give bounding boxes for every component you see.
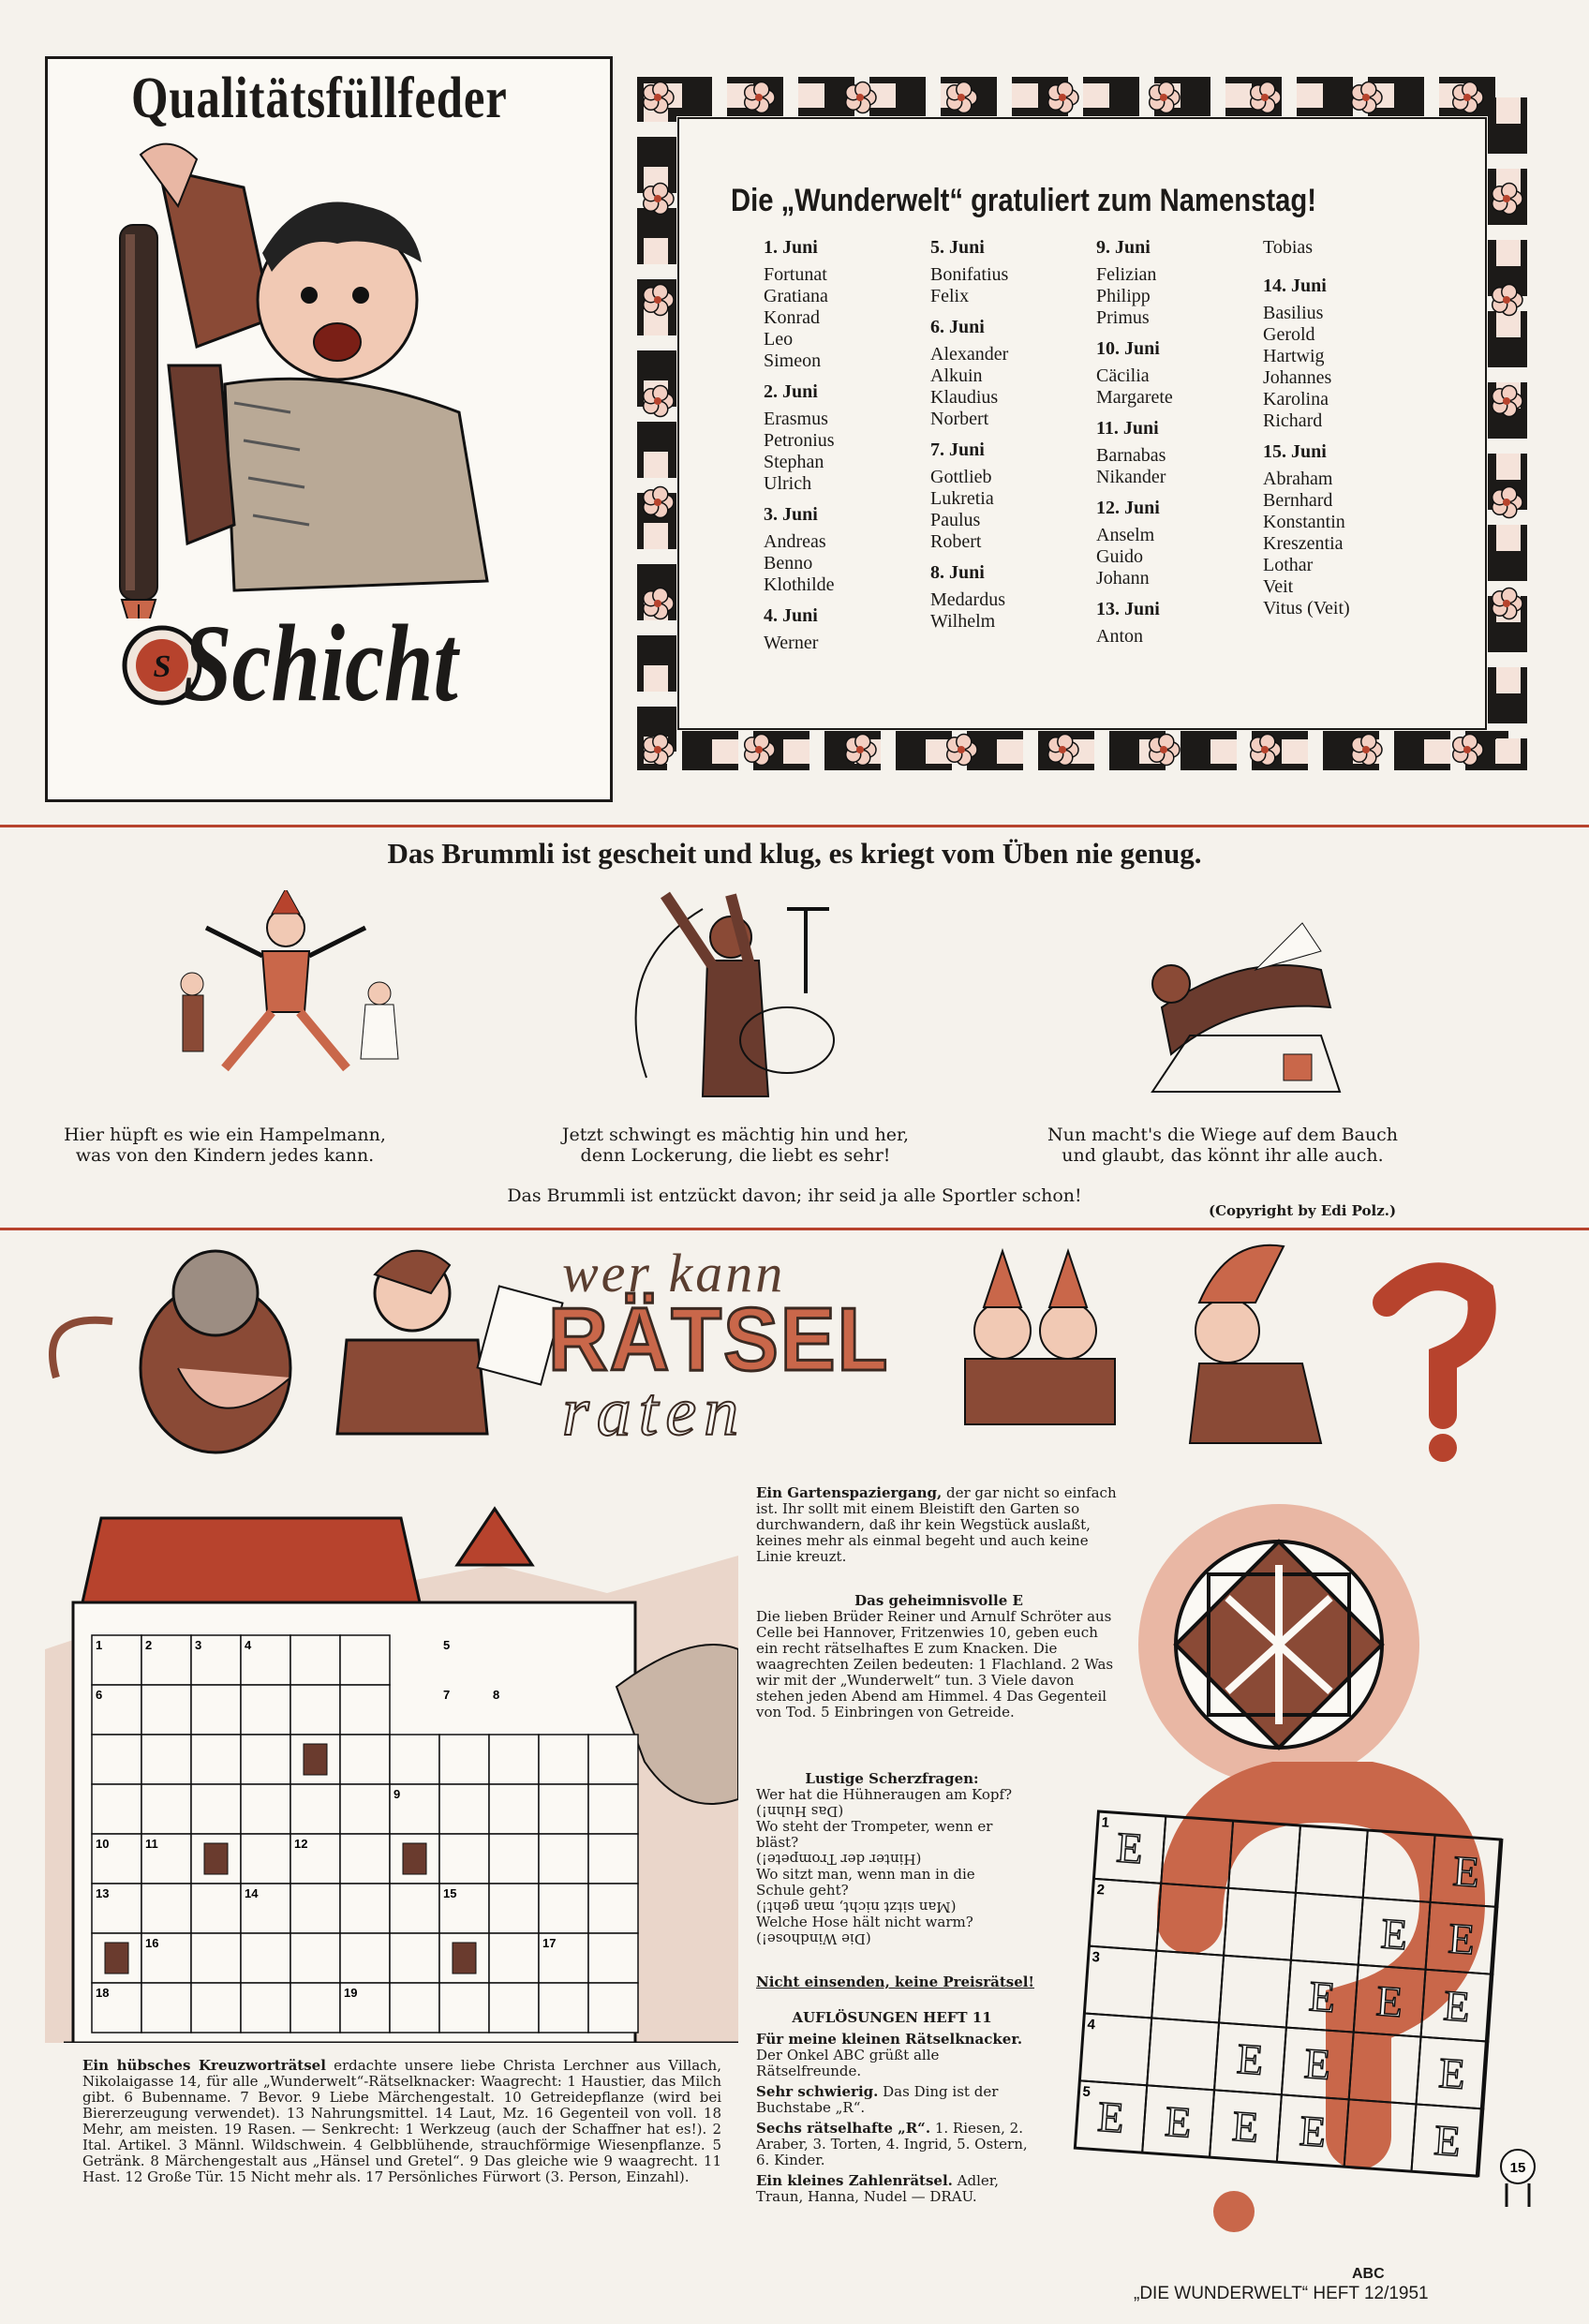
e-row-number: 1 — [1101, 1814, 1110, 1831]
namenstag-group — [1096, 599, 1260, 648]
namenstag-date: 4. Juni — [764, 605, 818, 626]
crossword-number: 7 — [443, 1688, 451, 1702]
scherz-item: Wo steht der Trompeter, wenn er bläst? (Hinter der Trompete!) — [756, 1818, 993, 1868]
ad-title: Qualitätsfüllfeder — [131, 67, 508, 130]
namenstag-name: Klothilde — [764, 574, 835, 595]
geheim-text: Das geheimnisvolle E Die lieben Brüder Reiner und Arnulf Schröter aus Celle bei Hannover, Fritzenwies 10, geben euch ein recht rätselhaftes E zum Knacken. Die waagrechten Zeilen bedeuten: 1 Flachland. 2 Was wir mit der „Wunderwelt“ tun. 3 Viele davon stehen jeden Abend am Himmel. 4 Das Gegenteil von Tod. 5 Einbringen von Getreide. — [756, 1592, 1114, 1721]
crossword-cell — [539, 1884, 588, 1933]
crossword-cell — [340, 1933, 390, 1983]
brummli-caption-1: Hier hüpft es wie ein Hampelmann, was von den Kindern jedes kann. — [64, 1125, 386, 1166]
ad-illustration — [56, 131, 600, 618]
namenstag-name: Tobias — [1263, 237, 1314, 258]
flower-icon — [1453, 82, 1483, 112]
flower-icon — [644, 183, 674, 214]
crossword-cell — [241, 1933, 290, 1983]
flower-icon — [1453, 734, 1483, 765]
e-letter: E — [1451, 1846, 1481, 1897]
flower-icon — [1251, 734, 1281, 765]
namenstag-name: Karolina — [1263, 389, 1329, 410]
crossword-number: 3 — [195, 1638, 202, 1652]
crossword-cell — [489, 1983, 539, 2033]
window-icon — [204, 1843, 228, 1874]
namenstag-group — [764, 237, 928, 372]
namenstag-date: 12. Juni — [1096, 498, 1160, 518]
crossword-cell — [290, 1685, 340, 1735]
namenstag-name: Erasmus — [764, 409, 828, 429]
e-row-number: 4 — [1086, 2016, 1096, 2034]
e-cell — [1151, 1951, 1224, 2023]
crossword-cell — [588, 1784, 638, 1834]
namenstag-column-2 — [930, 237, 1094, 633]
namenstag-name: Anton — [1096, 626, 1143, 647]
namenstag-name: Lukretia — [930, 488, 994, 509]
crossword-cell — [340, 1685, 390, 1735]
brummli-caption-2: Jetzt schwingt es mächtig hin und her, denn Lockerung, die liebt es sehr! — [561, 1125, 910, 1166]
crossword-number: 17 — [542, 1936, 557, 1950]
window-icon — [453, 1943, 476, 1974]
flower-icon — [1150, 734, 1180, 765]
flower-icon — [644, 734, 674, 765]
crossword-number: 15 — [443, 1886, 457, 1900]
namenstag-name: Wilhelm — [930, 611, 996, 632]
crossword-cell — [241, 1983, 290, 2033]
namenstag-name: Abraham — [1263, 469, 1333, 489]
namenstag-group — [764, 381, 928, 495]
flower-icon — [846, 82, 876, 112]
crossword-cell — [439, 1834, 489, 1884]
e-cell — [1147, 2018, 1219, 2090]
window-icon — [403, 1843, 426, 1874]
namenstag-name: Leo — [764, 329, 794, 350]
namenstag-name: Gerold — [1263, 324, 1315, 345]
namenstag-column-3 — [1096, 237, 1260, 648]
namenstag-name: Ulrich — [764, 473, 812, 494]
crossword-cell — [588, 1735, 638, 1784]
namenstag-date: 2. Juni — [764, 381, 818, 402]
namenstag-date: 5. Juni — [930, 237, 985, 258]
namenstag-name: Basilius — [1263, 303, 1324, 323]
namenstag-date: 14. Juni — [1263, 276, 1327, 296]
crossword-cell — [539, 1834, 588, 1884]
crossword-cell — [241, 1834, 290, 1884]
crossword-cell — [241, 1685, 290, 1735]
namenstag-name: Gratiana — [764, 286, 828, 306]
header-illustration-right — [946, 1237, 1546, 1462]
namenstag-name: Paulus — [930, 510, 981, 530]
namenstag-name: Andreas — [764, 531, 826, 552]
flower-icon — [1251, 82, 1281, 112]
e-letter: E — [1437, 2048, 1467, 2098]
flower-icon — [1150, 82, 1180, 112]
scherz-block: Lustige Scherzfragen: Wer hat die Hühneraugen am Kopf? (Das Huhn!) Wo steht der Trompeter, wenn er bläst? (Hinter der Trompete!) Wo sitzt man, wenn man in die Schule geht? (Man sitzt nicht, man geht!) Welche Hose hält nicht warm? (Die Windhose!) — [756, 1771, 1028, 1946]
crossword-cell — [92, 1784, 141, 1834]
crossword-cell — [539, 1983, 588, 2033]
crossword-cell — [489, 1784, 539, 1834]
flower-icon — [644, 588, 674, 618]
crossword-cell — [390, 1735, 439, 1784]
crossword-number: 14 — [245, 1886, 259, 1900]
rocking-bear-illustration — [1134, 895, 1349, 1106]
scherz-item: Wer hat die Hühneraugen am Kopf? (Das Huhn!) — [756, 1786, 1013, 1820]
crossword-cell — [191, 1735, 241, 1784]
header-raten: raten — [562, 1374, 747, 1451]
crossword-cell — [191, 1784, 241, 1834]
namenstag-date: 13. Juni — [1096, 599, 1160, 619]
namenstag-group — [930, 237, 1094, 307]
flower-icon — [644, 82, 674, 112]
brummli-caption-3: Nun macht's die Wiege auf dem Bauch und glaubt, das könnt ihr alle auch. — [1047, 1125, 1398, 1166]
namenstag-group — [1263, 441, 1427, 619]
namenstag-name: Robert — [930, 531, 982, 552]
e-letter: E — [1307, 1972, 1338, 2022]
divider-top — [0, 825, 1589, 827]
e-letter: E — [1235, 2034, 1266, 2084]
namenstag-name: Barnabas — [1096, 445, 1166, 466]
namenstag-name: Johannes — [1263, 367, 1332, 388]
namenstag-date: 1. Juni — [764, 237, 818, 258]
namenstag-name: Bernhard — [1263, 490, 1333, 511]
crossword-cell — [141, 1884, 191, 1933]
flower-icon — [1048, 734, 1078, 765]
namenstag-group — [930, 439, 1094, 553]
namenstag-group — [764, 504, 928, 596]
crossword-cell — [290, 1635, 340, 1685]
crossword-number: 16 — [145, 1936, 159, 1950]
crossword-cell — [340, 1784, 390, 1834]
namenstag-date: 9. Juni — [1096, 237, 1151, 258]
crossword-cell — [290, 1884, 340, 1933]
crossword-cell — [539, 1735, 588, 1784]
crossword-number: 12 — [294, 1837, 308, 1851]
e-letter: E — [1433, 2115, 1463, 2166]
page-number: 15 — [1509, 2160, 1526, 2176]
ad-brand: Schicht — [183, 602, 458, 724]
namenstag-group — [1096, 338, 1260, 409]
namenstag-group — [1096, 498, 1260, 589]
crossword-number: 5 — [443, 1638, 451, 1652]
namenstag-name: Bonifatius — [930, 264, 1009, 285]
header-illustration-left — [37, 1237, 590, 1462]
signature: ABC — [1352, 2266, 1385, 2282]
namenstag-name: Anselm — [1096, 525, 1155, 545]
e-letter: E — [1163, 2096, 1194, 2147]
namenstag-name: Cäcilia — [1096, 365, 1150, 386]
crossword-cell — [390, 1884, 439, 1933]
flower-icon — [947, 734, 977, 765]
crossword-number: 6 — [96, 1688, 103, 1702]
header-wer-kann: wer kann — [562, 1243, 786, 1304]
flower-icon — [1492, 486, 1522, 517]
namenstag-name: Petronius — [764, 430, 835, 451]
e-letter: E — [1095, 2092, 1126, 2142]
namenstag-name: Nikander — [1096, 467, 1166, 487]
crossword-cell — [439, 1735, 489, 1784]
flower-icon — [1492, 588, 1522, 618]
crossword-cell — [588, 1933, 638, 1983]
window-icon — [105, 1943, 128, 1974]
fountain-pen-icon — [120, 225, 157, 618]
namenstag-name: Vitus (Veit) — [1263, 598, 1350, 618]
crossword-number: 9 — [394, 1787, 401, 1801]
page-number-badge — [1490, 2146, 1546, 2212]
boy-illustration — [141, 144, 487, 590]
namenstag-heading: Die „Wunderwelt“ gratuliert zum Namenstag! — [731, 183, 1316, 218]
crossword-cell — [588, 1983, 638, 2033]
namenstag-name: Hartwig — [1263, 346, 1325, 366]
e-letter: E — [1298, 2106, 1329, 2156]
crossword-cell — [191, 1884, 241, 1933]
namenstag-column-1 — [764, 237, 928, 654]
crossword-cell — [390, 1983, 439, 2033]
scherz-item: Welche Hose hält nicht warm? (Die Windhose!) — [756, 1914, 973, 1947]
scherz-item: Wo sitzt man, wenn man in die Schule geht? (Man sitzt nicht, man geht!) — [756, 1866, 975, 1915]
namenstag-name: Felix — [930, 286, 970, 306]
crossword-number: 19 — [344, 1986, 358, 2000]
e-row-number: 2 — [1096, 1882, 1106, 1899]
flower-icon — [1492, 183, 1522, 214]
crossword-cell — [141, 1685, 191, 1735]
crossword-cell — [340, 1735, 390, 1784]
namenstag-group — [1096, 237, 1260, 329]
namenstag-name: Philipp — [1096, 286, 1151, 306]
crossword-number: 10 — [96, 1837, 110, 1851]
crossword-cell — [241, 1784, 290, 1834]
crossword-cell — [588, 1834, 638, 1884]
e-cell — [1219, 1956, 1291, 2028]
namenstag-name: Benno — [764, 553, 813, 574]
crossword-cell — [340, 1834, 390, 1884]
e-letter: E — [1442, 1981, 1472, 2032]
crossword-cell — [191, 1983, 241, 2033]
namenstag-name: Kreszentia — [1263, 533, 1344, 554]
crossword-number: 4 — [245, 1638, 252, 1652]
crossword-cell — [141, 1784, 191, 1834]
namenstag-date: 10. Juni — [1096, 338, 1160, 359]
namenstag-name: Guido — [1096, 546, 1143, 567]
namenstag-name: Konstantin — [1263, 512, 1345, 532]
flower-icon — [1492, 385, 1522, 416]
crossword-cell — [290, 1784, 340, 1834]
e-letter: E — [1115, 1823, 1145, 1873]
flower-icon — [644, 284, 674, 315]
e-letter: E — [1447, 1914, 1477, 1964]
namenstag-name: Lothar — [1263, 555, 1314, 575]
crossword-cell — [290, 1933, 340, 1983]
flower-icon — [745, 82, 775, 112]
question-dot-icon — [1210, 2188, 1257, 2235]
crossword-number: 18 — [96, 1986, 110, 2000]
garten-text: Ein Gartenspaziergang, der gar nicht so einfach ist. Ihr sollt mit einem Bleistift den Garten so durchwandern, daß ihr kein Wegstück auslaßt, keines mehr als einmal begeht und auch keine Linie kreuzt. — [756, 1484, 1117, 1565]
jumping-jack-illustration — [169, 890, 403, 1106]
crossword-cell — [489, 1834, 539, 1884]
crossword-cell — [539, 1784, 588, 1834]
namenstag-group — [930, 317, 1094, 430]
header-raetsel: RÄTSEL — [548, 1289, 890, 1390]
aufloesungen-block: AUFLÖSUNGEN HEFT 11 Für meine kleinen Rätselknacker. Der Onkel ABC grüßt alle Rätselfreunde. Sehr schwierig. Das Ding ist der Buchstabe „R“. Sechs rätselhafte „R“. 1. Riesen, 2. Araber, 3. Torten, 4. Ingrid, 5. Ostern, 6. Kinder. Ein kleines Zahlenrätsel. Adler, Traun, Hanna, Nudel — DRAU. — [756, 2009, 1028, 2205]
crossword-cell — [141, 1983, 191, 2033]
flower-icon — [1352, 82, 1382, 112]
namenstag-date: 7. Juni — [930, 439, 985, 460]
namenstag-name: Medardus — [930, 589, 1005, 610]
namenstag-date: 6. Juni — [930, 317, 985, 337]
divider-middle — [0, 1228, 1589, 1230]
crossword-number: 11 — [145, 1837, 158, 1851]
namenstag-group — [1263, 276, 1427, 432]
crossword-cell — [340, 1635, 390, 1685]
e-letter: E — [1302, 2039, 1333, 2089]
e-puzzle — [1049, 1762, 1555, 2202]
flower-icon — [1048, 82, 1078, 112]
crossword-cell — [92, 1735, 141, 1784]
brummli-footer: Das Brummli ist entzückt davon; ihr seid ja alle Sportler schon! — [507, 1185, 1082, 1206]
crossword-cell — [241, 1735, 290, 1784]
crossword-number: 1 — [96, 1638, 103, 1652]
crossword-cell — [191, 1685, 241, 1735]
namenstag-group — [1096, 418, 1260, 488]
issue-footer: „DIE WUNDERWELT“ HEFT 12/1951 — [1134, 2284, 1429, 2303]
flower-icon — [644, 486, 674, 517]
namenstag-name: Margarete — [1096, 387, 1173, 408]
e-letter: E — [1374, 1976, 1404, 2027]
crossword-cell — [290, 1983, 340, 2033]
e-row-number: 3 — [1092, 1948, 1101, 1966]
crossword-number: 13 — [96, 1886, 110, 1900]
e-letter: E — [1230, 2101, 1261, 2152]
namenstag-name: Richard — [1263, 410, 1323, 431]
e-cell — [1296, 1825, 1368, 1898]
kreuzwort-text: Ein hübsches Kreuzworträtsel erdachte unsere liebe Christa Lerchner aus Villach, Nikolaigasse 14, für alle „Wunderwelt“-Rätselknacker: Waagrecht: 1 Haustier, das Milch gibt. 6 Bubenname. 7 Bevor. 9 Liebe Märchengestalt. 10 Getreidepflanze (wird bei Biererzeugung verwendet). 13 Nahrungsmittel. 14 Laut, Mz. 16 Gegenteil von voll. 18 Mehr, am meisten. 19 Rasen. — Senkrecht: 1 Werkzeug (auch der Schaffner hat es!). 2 Ital. Artikel. 3 Männl. Wildschwein. 4 Gelbblühende, strauchförmige Wiesenpflanze. 5 Getränk. 8 Märchengestalt aus „Hänsel und Gretel“. 9 Das gleiche wie 9 waagrecht. 11 Hast. 12 Große Tür. 15 Nicht mehr als. 17 Persönliches Fürwort (3. Person, Einzahl). — [82, 2057, 721, 2185]
nicht-einsenden: Nicht einsenden, keine Preisrätsel! — [756, 1974, 1035, 1990]
namenstag-name: Fortunat — [764, 264, 827, 285]
crossword-cell — [489, 1933, 539, 1983]
namenstag-date: 3. Juni — [764, 504, 818, 525]
namenstag-name: Alkuin — [930, 365, 983, 386]
namenstag-name: Konrad — [764, 307, 820, 328]
crossword-cell — [439, 1784, 489, 1834]
brummli-heading: Das Brummli ist gescheit und klug, es kriegt vom Üben nie genug. — [387, 837, 1202, 870]
crossword-cell — [141, 1735, 191, 1784]
garden-maze-emblem — [1134, 1499, 1424, 1790]
namenstag-name: Werner — [764, 633, 819, 653]
flower-icon — [1352, 734, 1382, 765]
crossword-house — [45, 1481, 738, 2043]
namenstag-date: 15. Juni — [1263, 441, 1327, 462]
namenstag-name: Johann — [1096, 568, 1150, 588]
namenstag-date: 11. Juni — [1096, 418, 1159, 439]
namenstag-name: Alexander — [930, 344, 1009, 365]
namenstag-name: Veit — [1263, 576, 1294, 597]
e-cell — [1224, 1888, 1296, 1960]
crossword-number: 2 — [145, 1638, 153, 1652]
crossword-cell — [191, 1933, 241, 1983]
crossword-cell — [489, 1884, 539, 1933]
e-cell — [1291, 1893, 1363, 1965]
window-icon — [304, 1744, 327, 1775]
namenstag-name: Primus — [1096, 307, 1150, 328]
e-row-number: 5 — [1081, 2083, 1092, 2101]
crossword-cell — [439, 1983, 489, 2033]
namenstag-name: Simeon — [764, 350, 822, 371]
copyright: (Copyright by Edi Polz.) — [1209, 1202, 1397, 1219]
swinging-bear-illustration — [618, 890, 862, 1115]
svg-text:S: S — [153, 649, 171, 684]
flower-icon — [846, 734, 876, 765]
flower-icon — [947, 82, 977, 112]
namenstag-name: Stephan — [764, 452, 824, 472]
namenstag-name: Felizian — [1096, 264, 1157, 285]
crossword-cell — [489, 1735, 539, 1784]
namenstag-date: 8. Juni — [930, 562, 985, 583]
namenstag-group — [764, 605, 928, 654]
flower-icon — [1492, 284, 1522, 315]
flower-icon — [644, 385, 674, 416]
namenstag-group — [930, 562, 1094, 633]
crossword-cell — [588, 1884, 638, 1933]
flower-icon — [745, 734, 775, 765]
namenstag-name: Klaudius — [930, 387, 999, 408]
namenstag-column-4 — [1263, 237, 1427, 619]
e-letter: E — [1379, 1909, 1409, 1959]
crossword-cell — [340, 1884, 390, 1933]
namenstag-name: Norbert — [930, 409, 989, 429]
crossword-number: 8 — [493, 1688, 500, 1702]
namenstag-name: Gottlieb — [930, 467, 992, 487]
namenstag-group — [1263, 237, 1427, 259]
crossword-cell — [390, 1933, 439, 1983]
